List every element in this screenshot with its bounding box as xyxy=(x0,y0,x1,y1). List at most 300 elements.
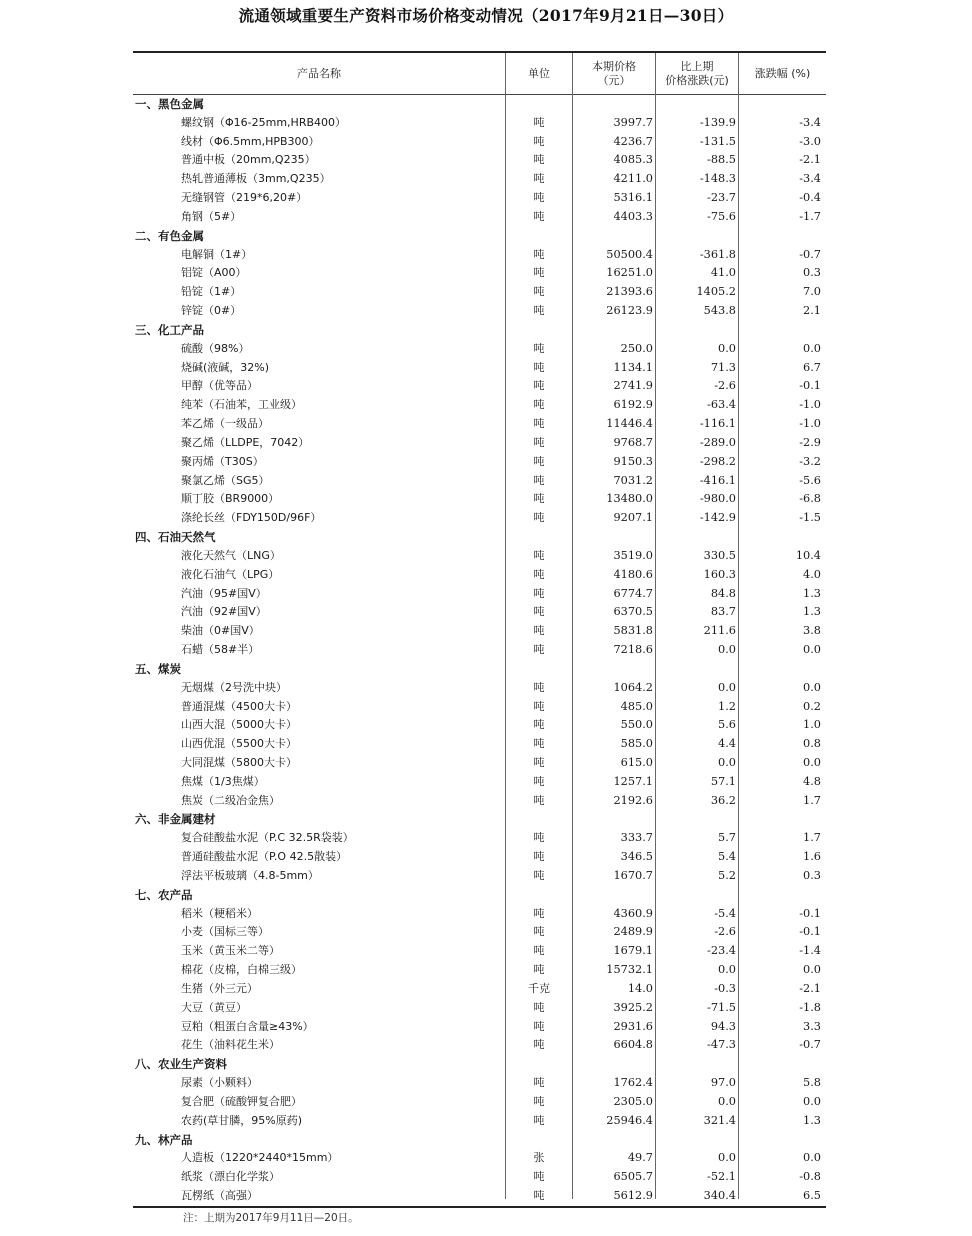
price-cell: 2192.6 xyxy=(613,793,653,807)
table-row xyxy=(133,603,826,622)
table-row xyxy=(133,264,826,283)
unit-cell: 吨 xyxy=(533,172,545,186)
product-name: 生猪（外三元） xyxy=(181,981,258,995)
price-cell: 4236.7 xyxy=(613,134,653,148)
price-cell: 6505.7 xyxy=(613,1170,653,1184)
price-cell: 4360.9 xyxy=(613,906,653,920)
product-name: 大豆（黄豆） xyxy=(181,1000,247,1014)
table-row xyxy=(133,905,826,924)
category-row xyxy=(133,1055,826,1074)
product-name: 液化天然气（LNG） xyxy=(181,548,281,562)
pct-cell: 0.2 xyxy=(803,699,821,713)
product-name: 角钢（5#） xyxy=(181,209,242,223)
price-cell: 49.7 xyxy=(627,1151,653,1165)
pct-cell: 1.3 xyxy=(803,1113,821,1127)
table-row xyxy=(133,942,826,961)
change-cell: 97.0 xyxy=(710,1076,736,1090)
pct-cell: -2.1 xyxy=(799,981,821,995)
change-cell: 0.0 xyxy=(718,1094,736,1108)
header-unit: 单位 xyxy=(528,66,550,80)
price-cell: 4211.0 xyxy=(613,172,653,186)
pct-cell: 1.0 xyxy=(803,718,821,732)
table-row xyxy=(133,151,826,170)
unit-cell: 吨 xyxy=(533,680,545,694)
category-label: 二、有色金属 xyxy=(135,228,204,243)
pct-cell: -1.0 xyxy=(799,398,821,412)
table-row xyxy=(133,472,826,491)
product-name: 柴油（0#国Ⅴ） xyxy=(181,624,260,638)
table-row xyxy=(133,566,826,585)
change-cell: 0.0 xyxy=(718,341,736,355)
category-label: 八、农业生产资料 xyxy=(135,1057,227,1072)
table-row xyxy=(133,641,826,660)
unit-cell: 张 xyxy=(533,1151,545,1165)
table-row xyxy=(133,754,826,773)
product-name: 锌锭（0#） xyxy=(181,304,242,318)
pct-cell: 0.0 xyxy=(803,1094,821,1108)
product-name: 汽油（95#国Ⅴ） xyxy=(181,586,267,600)
column-divider-pct xyxy=(738,53,739,1199)
change-cell: -289.0 xyxy=(699,435,736,449)
unit-cell: 吨 xyxy=(533,548,545,562)
change-cell: 340.4 xyxy=(703,1189,736,1203)
unit-cell: 吨 xyxy=(533,831,545,845)
pct-cell: -0.8 xyxy=(799,1170,821,1184)
pct-cell: 0.8 xyxy=(803,737,821,751)
price-cell: 250.0 xyxy=(620,341,653,355)
unit-cell: 吨 xyxy=(533,1076,545,1090)
price-cell: 9768.7 xyxy=(613,435,653,449)
unit-cell: 吨 xyxy=(533,115,545,129)
change-cell: -116.1 xyxy=(699,417,736,431)
category-row xyxy=(133,660,826,679)
table-row xyxy=(133,716,826,735)
price-cell: 4403.3 xyxy=(613,209,653,223)
unit-cell: 吨 xyxy=(533,304,545,318)
unit-cell: 吨 xyxy=(533,247,545,261)
price-cell: 3519.0 xyxy=(613,548,653,562)
pct-cell: -2.9 xyxy=(799,435,821,449)
change-cell: -23.7 xyxy=(707,191,736,205)
header-change-line2: 价格涨跌(元) xyxy=(665,73,729,87)
table-row xyxy=(133,679,826,698)
pct-cell: 1.6 xyxy=(803,850,821,864)
table-row xyxy=(133,302,826,321)
change-cell: 543.8 xyxy=(703,304,736,318)
unit-cell: 吨 xyxy=(533,605,545,619)
unit-cell: 吨 xyxy=(533,473,545,487)
product-name: 热轧普通薄板（3mm,Q235） xyxy=(181,172,331,186)
product-name: 苯乙烯（一级品） xyxy=(181,417,269,431)
change-cell: -298.2 xyxy=(699,454,736,468)
unit-cell: 吨 xyxy=(533,624,545,638)
price-cell: 1762.4 xyxy=(613,1076,653,1090)
unit-cell: 吨 xyxy=(533,417,545,431)
change-cell: -142.9 xyxy=(699,511,736,525)
product-name: 铅锭（1#） xyxy=(181,285,242,299)
product-name: 豆粕（粗蛋白含量≥43%） xyxy=(181,1019,314,1033)
unit-cell: 吨 xyxy=(533,191,545,205)
unit-cell: 吨 xyxy=(533,718,545,732)
pct-cell: -1.5 xyxy=(799,511,821,525)
product-name: 普通中板（20mm,Q235） xyxy=(181,153,316,167)
price-cell: 26123.9 xyxy=(606,304,653,318)
table-row xyxy=(133,848,826,867)
header-price-line2: （元） xyxy=(597,73,631,87)
unit-cell: 吨 xyxy=(533,398,545,412)
unit-cell: 吨 xyxy=(533,793,545,807)
column-divider-price xyxy=(572,53,573,1199)
price-cell: 11446.4 xyxy=(606,417,653,431)
price-cell: 485.0 xyxy=(620,699,653,713)
change-cell: 84.8 xyxy=(710,586,736,600)
pct-cell: -0.1 xyxy=(799,906,821,920)
price-cell: 7031.2 xyxy=(613,473,653,487)
product-name: 纸浆（漂白化学浆） xyxy=(181,1170,280,1184)
unit-cell: 吨 xyxy=(533,492,545,506)
unit-cell: 吨 xyxy=(533,868,545,882)
table-row xyxy=(133,396,826,415)
unit-cell: 吨 xyxy=(533,379,545,393)
category-label: 一、黑色金属 xyxy=(135,97,204,111)
price-cell: 9150.3 xyxy=(613,454,653,468)
change-cell: -361.8 xyxy=(699,247,736,261)
product-name: 顺丁胶（BR9000） xyxy=(181,492,280,506)
price-cell: 3997.7 xyxy=(613,115,653,129)
product-name: 聚氯乙烯（SG5） xyxy=(181,473,270,487)
product-name: 瓦楞纸（高强） xyxy=(181,1189,258,1203)
change-cell: 5.7 xyxy=(718,831,736,845)
unit-cell: 吨 xyxy=(533,285,545,299)
change-cell: 0.0 xyxy=(718,643,736,657)
price-cell: 4180.6 xyxy=(613,567,653,581)
table-row xyxy=(133,189,826,208)
price-cell: 21393.6 xyxy=(606,285,653,299)
price-cell: 585.0 xyxy=(620,737,653,751)
product-name: 螺纹钢（Φ16-25mm,HRB400） xyxy=(181,115,347,129)
unit-cell: 吨 xyxy=(533,567,545,581)
unit-cell: 吨 xyxy=(533,1000,545,1014)
product-name: 焦煤（1/3焦煤） xyxy=(181,774,265,788)
pct-cell: -1.7 xyxy=(799,209,821,223)
change-cell: 1.2 xyxy=(718,699,736,713)
product-name: 稻米（粳稻米） xyxy=(181,906,258,920)
table-row xyxy=(133,867,826,886)
change-cell: -5.4 xyxy=(714,906,736,920)
product-name: 山西优混（5500大卡） xyxy=(181,737,297,751)
table-row xyxy=(133,340,826,359)
change-cell: -2.6 xyxy=(714,925,736,939)
table-row xyxy=(133,923,826,942)
change-cell: 160.3 xyxy=(703,567,736,581)
header-change xyxy=(656,53,738,94)
change-cell: -148.3 xyxy=(699,172,736,186)
table-row xyxy=(133,415,826,434)
unit-cell: 吨 xyxy=(533,737,545,751)
table-row xyxy=(133,829,826,848)
price-cell: 5612.9 xyxy=(613,1189,653,1203)
category-label: 六、非金属建材 xyxy=(135,812,216,827)
price-cell: 4085.3 xyxy=(613,153,653,167)
pct-cell: -0.1 xyxy=(799,379,821,393)
unit-cell: 吨 xyxy=(533,963,545,977)
unit-cell: 吨 xyxy=(533,1189,545,1203)
pct-cell: 0.3 xyxy=(803,266,821,280)
pct-cell: 1.7 xyxy=(803,793,821,807)
product-name: 大同混煤（5800大卡） xyxy=(181,755,297,769)
category-row xyxy=(133,1131,826,1150)
product-name: 硫酸（98%） xyxy=(181,341,250,355)
unit-cell: 吨 xyxy=(533,209,545,223)
product-name: 普通硅酸盐水泥（P.O 42.5散装） xyxy=(181,850,348,864)
price-cell: 2741.9 xyxy=(613,379,653,393)
table-row xyxy=(133,773,826,792)
change-cell: -71.5 xyxy=(707,1000,736,1014)
change-cell: 83.7 xyxy=(710,605,736,619)
product-name: 普通混煤（4500大卡） xyxy=(181,699,297,713)
category-row xyxy=(133,95,826,114)
table-row xyxy=(133,698,826,717)
unit-cell: 千克 xyxy=(528,981,550,995)
table-row xyxy=(133,208,826,227)
table-row xyxy=(133,246,826,265)
change-cell: 0.0 xyxy=(718,680,736,694)
table-row xyxy=(133,1093,826,1112)
column-divider-change xyxy=(655,53,656,1199)
pct-cell: 0.0 xyxy=(803,341,821,355)
pct-cell: 4.8 xyxy=(803,774,821,788)
product-name: 无烟煤（2号洗中块） xyxy=(181,680,287,694)
change-cell: 94.3 xyxy=(710,1019,736,1033)
pct-cell: 2.1 xyxy=(803,304,821,318)
pct-cell: -0.7 xyxy=(799,247,821,261)
change-cell: 4.4 xyxy=(718,737,736,751)
table-header xyxy=(133,53,826,94)
product-name: 花生（油料花生米） xyxy=(181,1038,280,1052)
header-pct: 涨跌幅 (%) xyxy=(754,66,811,80)
change-cell: -131.5 xyxy=(699,134,736,148)
price-table xyxy=(133,51,826,1208)
change-cell: -416.1 xyxy=(699,473,736,487)
unit-cell: 吨 xyxy=(533,850,545,864)
change-cell: -63.4 xyxy=(707,398,736,412)
price-cell: 333.7 xyxy=(620,831,653,845)
category-label: 四、石油天然气 xyxy=(135,530,216,545)
product-name: 棉花（皮棉，白棉三级） xyxy=(181,963,302,977)
table-row xyxy=(133,453,826,472)
change-cell: 330.5 xyxy=(703,548,736,562)
category-row xyxy=(133,810,826,829)
unit-cell: 吨 xyxy=(533,906,545,920)
table-row xyxy=(133,999,826,1018)
table-row xyxy=(133,1187,826,1206)
change-cell: 0.0 xyxy=(718,755,736,769)
price-cell: 2305.0 xyxy=(613,1094,653,1108)
pct-cell: 7.0 xyxy=(803,285,821,299)
pct-cell: -3.0 xyxy=(799,134,821,148)
change-cell: 41.0 xyxy=(710,266,736,280)
pct-cell: -0.4 xyxy=(799,191,821,205)
table-row xyxy=(133,114,826,133)
table-row xyxy=(133,170,826,189)
change-cell: 5.4 xyxy=(718,850,736,864)
header-name: 产品名称 xyxy=(297,66,341,80)
unit-cell: 吨 xyxy=(533,925,545,939)
table-row xyxy=(133,1036,826,1055)
table-row xyxy=(133,1074,826,1093)
price-cell: 5831.8 xyxy=(613,624,653,638)
product-name: 焦炭（二级冶金焦） xyxy=(181,793,280,807)
table-row xyxy=(133,359,826,378)
header-change-line1: 比上期 xyxy=(680,59,714,73)
change-cell: 57.1 xyxy=(710,774,736,788)
product-name: 铝锭（A00） xyxy=(181,266,247,280)
header-price-line1: 本期价格 xyxy=(592,59,636,73)
price-cell: 3925.2 xyxy=(613,1000,653,1014)
pct-cell: -3.2 xyxy=(799,454,821,468)
change-cell: 211.6 xyxy=(703,624,736,638)
pct-cell: 1.3 xyxy=(803,586,821,600)
pct-cell: -1.4 xyxy=(799,944,821,958)
unit-cell: 吨 xyxy=(533,435,545,449)
price-cell: 6192.9 xyxy=(613,398,653,412)
table-body xyxy=(133,95,826,1206)
price-cell: 6370.5 xyxy=(613,605,653,619)
category-label: 五、煤炭 xyxy=(135,661,181,676)
change-cell: 36.2 xyxy=(710,793,736,807)
table-row xyxy=(133,585,826,604)
pct-cell: 6.5 xyxy=(803,1189,821,1203)
unit-cell: 吨 xyxy=(533,1094,545,1108)
change-cell: 321.4 xyxy=(703,1113,736,1127)
unit-cell: 吨 xyxy=(533,341,545,355)
change-cell: -52.1 xyxy=(707,1170,736,1184)
pct-cell: 3.3 xyxy=(803,1019,821,1033)
unit-cell: 吨 xyxy=(533,586,545,600)
table-row xyxy=(133,133,826,152)
table-row xyxy=(133,1149,826,1168)
header-price xyxy=(573,53,655,94)
category-label: 七、农产品 xyxy=(135,887,193,902)
page-title: 流通领域重要生产资料市场价格变动情况（2017年9月21日—30日） xyxy=(238,6,734,25)
product-name: 甲醇（优等品） xyxy=(181,379,258,393)
pct-cell: -5.6 xyxy=(799,473,821,487)
pct-cell: -2.1 xyxy=(799,153,821,167)
price-cell: 346.5 xyxy=(620,850,653,864)
pct-cell: -6.8 xyxy=(799,492,821,506)
unit-cell: 吨 xyxy=(533,360,545,374)
price-cell: 7218.6 xyxy=(613,643,653,657)
pct-cell: 3.8 xyxy=(803,624,821,638)
category-row xyxy=(133,321,826,340)
unit-cell: 吨 xyxy=(533,266,545,280)
unit-cell: 吨 xyxy=(533,755,545,769)
price-cell: 1064.2 xyxy=(613,680,653,694)
product-name: 电解铜（1#） xyxy=(181,247,253,261)
product-name: 液化石油气（LPG） xyxy=(181,567,280,581)
change-cell: 5.6 xyxy=(718,718,736,732)
table-row xyxy=(133,1112,826,1131)
price-cell: 6774.7 xyxy=(613,586,653,600)
pct-cell: 0.0 xyxy=(803,963,821,977)
table-bottom-rule xyxy=(133,1206,826,1208)
change-cell: -2.6 xyxy=(714,379,736,393)
price-cell: 2931.6 xyxy=(613,1019,653,1033)
unit-cell: 吨 xyxy=(533,944,545,958)
table-row xyxy=(133,1018,826,1037)
unit-cell: 吨 xyxy=(533,1113,545,1127)
pct-cell: 6.7 xyxy=(803,360,821,374)
price-cell: 1679.1 xyxy=(613,944,653,958)
unit-cell: 吨 xyxy=(533,454,545,468)
change-cell: 0.0 xyxy=(718,963,736,977)
product-name: 线材（Φ6.5mm,HPB300） xyxy=(181,134,320,148)
price-cell: 1134.1 xyxy=(613,360,653,374)
price-cell: 9207.1 xyxy=(613,511,653,525)
table-row xyxy=(133,961,826,980)
product-name: 浮法平板玻璃（4.8-5mm） xyxy=(181,868,319,882)
pct-cell: 4.0 xyxy=(803,567,821,581)
product-name: 聚丙烯（T30S） xyxy=(181,454,264,468)
unit-cell: 吨 xyxy=(533,774,545,788)
category-row xyxy=(133,227,826,246)
table-row xyxy=(133,509,826,528)
pct-cell: -1.0 xyxy=(799,417,821,431)
unit-cell: 吨 xyxy=(533,1019,545,1033)
pct-cell: -0.1 xyxy=(799,925,821,939)
product-name: 石蜡（58#半） xyxy=(181,643,260,657)
pct-cell: 1.7 xyxy=(803,831,821,845)
price-cell: 50500.4 xyxy=(606,247,653,261)
price-cell: 13480.0 xyxy=(606,492,653,506)
pct-cell: 0.0 xyxy=(803,755,821,769)
unit-cell: 吨 xyxy=(533,699,545,713)
unit-cell: 吨 xyxy=(533,511,545,525)
table-row xyxy=(133,980,826,999)
price-cell: 5316.1 xyxy=(613,191,653,205)
price-cell: 1257.1 xyxy=(613,774,653,788)
pct-cell: -0.7 xyxy=(799,1038,821,1052)
unit-cell: 吨 xyxy=(533,153,545,167)
table-row xyxy=(133,1168,826,1187)
change-cell: -88.5 xyxy=(707,153,736,167)
change-cell: 5.2 xyxy=(718,868,736,882)
pct-cell: -1.8 xyxy=(799,1000,821,1014)
pct-cell: 1.3 xyxy=(803,605,821,619)
unit-cell: 吨 xyxy=(533,1170,545,1184)
price-cell: 2489.9 xyxy=(613,925,653,939)
pct-cell: 0.0 xyxy=(803,643,821,657)
product-name: 涤纶长丝（FDY150D/96F） xyxy=(181,511,322,525)
pct-cell: 0.0 xyxy=(803,680,821,694)
change-cell: 71.3 xyxy=(710,360,736,374)
table-row xyxy=(133,283,826,302)
price-cell: 1670.7 xyxy=(613,868,653,882)
table-row xyxy=(133,547,826,566)
unit-cell: 吨 xyxy=(533,1038,545,1052)
change-cell: 1405.2 xyxy=(696,285,736,299)
product-name: 尿素（小颗料） xyxy=(181,1076,258,1090)
footnote: 注：上期为2017年9月11日—20日。 xyxy=(183,1212,359,1224)
price-cell: 25946.4 xyxy=(606,1113,653,1127)
product-name: 复合硅酸盐水泥（P.C 32.5R袋装） xyxy=(181,831,354,845)
pct-cell: 10.4 xyxy=(795,548,821,562)
price-cell: 550.0 xyxy=(620,718,653,732)
change-cell: -75.6 xyxy=(707,209,736,223)
change-cell: -0.3 xyxy=(714,981,736,995)
table-row xyxy=(133,490,826,509)
change-cell: -980.0 xyxy=(699,492,736,506)
